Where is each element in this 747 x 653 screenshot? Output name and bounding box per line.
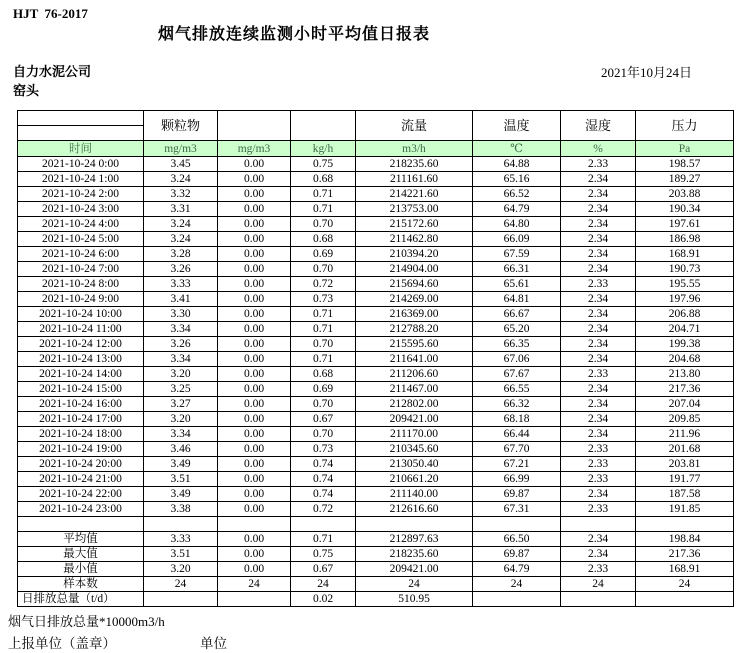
value-cell: 3.30 xyxy=(144,307,218,322)
table-row xyxy=(18,412,734,427)
value-cell: 0.00 xyxy=(218,157,291,172)
table-row xyxy=(18,397,734,412)
value-cell: 0.00 xyxy=(218,337,291,352)
column-header-blank-2 xyxy=(291,111,356,141)
value-cell: 0.00 xyxy=(218,352,291,367)
flow-total-note: 烟气日排放总量*10000m3/h xyxy=(8,614,165,629)
value-cell: 0.00 xyxy=(218,322,291,337)
value-cell: 3.26 xyxy=(144,337,218,352)
time-cell: 2021-10-24 15:00 xyxy=(18,382,144,397)
value-cell: 197.96 xyxy=(636,292,734,307)
value-cell: 215694.60 xyxy=(356,277,473,292)
summary-value-cell: 24 xyxy=(561,577,636,592)
value-cell: 2.34 xyxy=(561,427,636,442)
time-cell: 2021-10-24 1:00 xyxy=(18,172,144,187)
value-cell: 0.00 xyxy=(218,232,291,247)
time-cell: 2021-10-24 19:00 xyxy=(18,442,144,457)
value-cell: 0.71 xyxy=(291,322,356,337)
summary-label-cell: 日排放总量（t/d） xyxy=(18,592,144,607)
value-cell: 218235.60 xyxy=(356,157,473,172)
value-cell: 216369.00 xyxy=(356,307,473,322)
time-cell: 2021-10-24 7:00 xyxy=(18,262,144,277)
summary-value-cell: 0.00 xyxy=(218,532,291,547)
unit-cell: m3/h xyxy=(356,141,473,157)
value-cell: 66.52 xyxy=(473,187,561,202)
value-cell: 203.81 xyxy=(636,457,734,472)
value-cell: 64.88 xyxy=(473,157,561,172)
time-cell: 2021-10-24 4:00 xyxy=(18,217,144,232)
value-cell: 0.00 xyxy=(218,187,291,202)
value-cell: 201.68 xyxy=(636,442,734,457)
summary-value-cell: 510.95 xyxy=(356,592,473,607)
value-cell: 65.20 xyxy=(473,322,561,337)
value-cell: 0.73 xyxy=(291,442,356,457)
summary-value-cell xyxy=(636,592,734,607)
summary-value-cell: 0.02 xyxy=(291,592,356,607)
unit-cell: Pa xyxy=(636,141,734,157)
summary-value-cell: 24 xyxy=(218,577,291,592)
reporting-unit-label: 上报单位（盖章） xyxy=(8,636,116,651)
value-cell: 0.00 xyxy=(218,172,291,187)
time-cell: 2021-10-24 22:00 xyxy=(18,487,144,502)
value-cell: 3.34 xyxy=(144,427,218,442)
value-cell: 0.68 xyxy=(291,232,356,247)
table-row xyxy=(18,487,734,502)
value-cell: 2.34 xyxy=(561,217,636,232)
value-cell: 211467.00 xyxy=(356,382,473,397)
summary-value-cell xyxy=(473,592,561,607)
value-cell: 3.31 xyxy=(144,202,218,217)
table-row xyxy=(18,277,734,292)
value-cell: 2.34 xyxy=(561,307,636,322)
table-row xyxy=(18,442,734,457)
table-row xyxy=(18,337,734,352)
value-cell: 199.38 xyxy=(636,337,734,352)
value-cell: 197.61 xyxy=(636,217,734,232)
unit-cell: kg/h xyxy=(291,141,356,157)
units-row xyxy=(18,141,734,157)
value-cell: 0.74 xyxy=(291,472,356,487)
summary-value-cell: 24 xyxy=(356,577,473,592)
table-row xyxy=(18,472,734,487)
value-cell: 3.49 xyxy=(144,457,218,472)
value-cell: 3.51 xyxy=(144,472,218,487)
value-cell: 2.34 xyxy=(561,487,636,502)
time-cell: 2021-10-24 8:00 xyxy=(18,277,144,292)
unit-cell: % xyxy=(561,141,636,157)
value-cell: 2.34 xyxy=(561,172,636,187)
time-cell: 2021-10-24 18:00 xyxy=(18,427,144,442)
summary-value-cell: 0.75 xyxy=(291,547,356,562)
value-cell: 2.34 xyxy=(561,187,636,202)
time-cell: 2021-10-24 10:00 xyxy=(18,307,144,322)
time-cell: 2021-10-24 13:00 xyxy=(18,352,144,367)
value-cell: 0.71 xyxy=(291,352,356,367)
time-cell: 2021-10-24 21:00 xyxy=(18,472,144,487)
summary-row xyxy=(18,562,734,577)
column-header-flow: 流量 xyxy=(356,111,473,141)
value-cell: 2.34 xyxy=(561,352,636,367)
summary-row xyxy=(18,577,734,592)
value-cell: 211140.00 xyxy=(356,487,473,502)
corner-cell-top xyxy=(18,111,144,126)
value-cell: 3.26 xyxy=(144,262,218,277)
value-cell: 2.33 xyxy=(561,157,636,172)
empty-cell xyxy=(473,517,561,532)
value-cell: 0.74 xyxy=(291,487,356,502)
column-header-pressure: 压力 xyxy=(636,111,734,141)
value-cell: 64.79 xyxy=(473,202,561,217)
value-cell: 2.34 xyxy=(561,262,636,277)
table-row xyxy=(18,172,734,187)
time-cell: 2021-10-24 6:00 xyxy=(18,247,144,262)
value-cell: 198.57 xyxy=(636,157,734,172)
column-header-particulate: 颗粒物 xyxy=(144,111,218,141)
table-row xyxy=(18,502,734,517)
summary-row xyxy=(18,547,734,562)
table-row xyxy=(18,322,734,337)
empty-cell xyxy=(291,517,356,532)
value-cell: 209.85 xyxy=(636,412,734,427)
value-cell: 206.88 xyxy=(636,307,734,322)
value-cell: 67.31 xyxy=(473,502,561,517)
summary-value-cell: 3.51 xyxy=(144,547,218,562)
unit-cell: ℃ xyxy=(473,141,561,157)
spacer-row xyxy=(18,517,734,532)
value-cell: 214221.60 xyxy=(356,187,473,202)
empty-cell xyxy=(18,517,144,532)
monitoring-table xyxy=(17,110,734,607)
value-cell: 215595.60 xyxy=(356,337,473,352)
value-cell: 0.75 xyxy=(291,157,356,172)
value-cell: 2.33 xyxy=(561,457,636,472)
value-cell: 209421.00 xyxy=(356,412,473,427)
value-cell: 3.38 xyxy=(144,502,218,517)
summary-value-cell: 24 xyxy=(473,577,561,592)
value-cell: 0.00 xyxy=(218,292,291,307)
table-row xyxy=(18,187,734,202)
value-cell: 0.70 xyxy=(291,427,356,442)
value-cell: 214269.00 xyxy=(356,292,473,307)
value-cell: 0.00 xyxy=(218,427,291,442)
value-cell: 0.70 xyxy=(291,262,356,277)
value-cell: 212616.60 xyxy=(356,502,473,517)
summary-row xyxy=(18,532,734,547)
value-cell: 3.49 xyxy=(144,487,218,502)
value-cell: 3.41 xyxy=(144,292,218,307)
value-cell: 0.00 xyxy=(218,457,291,472)
value-cell: 195.55 xyxy=(636,277,734,292)
value-cell: 2.33 xyxy=(561,472,636,487)
value-cell: 212788.20 xyxy=(356,322,473,337)
summary-value-cell: 212897.63 xyxy=(356,532,473,547)
value-cell: 3.33 xyxy=(144,277,218,292)
value-cell: 3.46 xyxy=(144,442,218,457)
value-cell: 211206.60 xyxy=(356,367,473,382)
table-row xyxy=(18,157,734,172)
value-cell: 190.34 xyxy=(636,202,734,217)
value-cell: 189.27 xyxy=(636,172,734,187)
value-cell: 0.00 xyxy=(218,442,291,457)
value-cell: 3.28 xyxy=(144,247,218,262)
value-cell: 66.67 xyxy=(473,307,561,322)
value-cell: 3.20 xyxy=(144,367,218,382)
value-cell: 2.33 xyxy=(561,277,636,292)
unit-cell: mg/m3 xyxy=(144,141,218,157)
value-cell: 211.96 xyxy=(636,427,734,442)
summary-value-cell: 66.50 xyxy=(473,532,561,547)
value-cell: 67.70 xyxy=(473,442,561,457)
value-cell: 0.00 xyxy=(218,367,291,382)
table-row xyxy=(18,262,734,277)
value-cell: 204.71 xyxy=(636,322,734,337)
value-cell: 66.55 xyxy=(473,382,561,397)
value-cell: 215172.60 xyxy=(356,217,473,232)
table-row xyxy=(18,202,734,217)
time-cell: 2021-10-24 23:00 xyxy=(18,502,144,517)
value-cell: 2.33 xyxy=(561,442,636,457)
value-cell: 0.00 xyxy=(218,412,291,427)
value-cell: 2.34 xyxy=(561,397,636,412)
value-cell: 0.72 xyxy=(291,502,356,517)
summary-value-cell xyxy=(561,592,636,607)
value-cell: 186.98 xyxy=(636,232,734,247)
value-cell: 203.88 xyxy=(636,187,734,202)
summary-value-cell: 217.36 xyxy=(636,547,734,562)
time-cell: 2021-10-24 9:00 xyxy=(18,292,144,307)
value-cell: 0.69 xyxy=(291,382,356,397)
value-cell: 3.20 xyxy=(144,412,218,427)
summary-value-cell: 0.00 xyxy=(218,562,291,577)
value-cell: 0.71 xyxy=(291,307,356,322)
value-cell: 3.27 xyxy=(144,397,218,412)
value-cell: 0.71 xyxy=(291,187,356,202)
value-cell: 0.00 xyxy=(218,397,291,412)
value-cell: 64.81 xyxy=(473,292,561,307)
value-cell: 0.00 xyxy=(218,502,291,517)
empty-cell xyxy=(144,517,218,532)
value-cell: 2.34 xyxy=(561,337,636,352)
table-row xyxy=(18,292,734,307)
value-cell: 0.70 xyxy=(291,337,356,352)
value-cell: 3.24 xyxy=(144,232,218,247)
value-cell: 204.68 xyxy=(636,352,734,367)
value-cell: 0.68 xyxy=(291,172,356,187)
value-cell: 0.70 xyxy=(291,397,356,412)
summary-value-cell: 198.84 xyxy=(636,532,734,547)
value-cell: 211161.60 xyxy=(356,172,473,187)
summary-value-cell: 0.00 xyxy=(218,547,291,562)
value-cell: 66.44 xyxy=(473,427,561,442)
column-header-humidity: 湿度 xyxy=(561,111,636,141)
value-cell: 65.16 xyxy=(473,172,561,187)
monitoring-point: 窑头 xyxy=(13,83,40,98)
time-cell: 2021-10-24 17:00 xyxy=(18,412,144,427)
time-cell: 2021-10-24 2:00 xyxy=(18,187,144,202)
summary-value-cell: 2.33 xyxy=(561,562,636,577)
time-cell: 2021-10-24 16:00 xyxy=(18,397,144,412)
summary-label-cell: 最大值 xyxy=(18,547,144,562)
value-cell: 190.73 xyxy=(636,262,734,277)
table-row xyxy=(18,352,734,367)
summary-value-cell: 3.33 xyxy=(144,532,218,547)
value-cell: 2.34 xyxy=(561,232,636,247)
summary-value-cell xyxy=(144,592,218,607)
time-cell: 2021-10-24 3:00 xyxy=(18,202,144,217)
value-cell: 65.61 xyxy=(473,277,561,292)
value-cell: 69.87 xyxy=(473,487,561,502)
value-cell: 2.33 xyxy=(561,367,636,382)
group-header-row xyxy=(18,111,734,126)
time-cell: 2021-10-24 5:00 xyxy=(18,232,144,247)
value-cell: 0.74 xyxy=(291,457,356,472)
value-cell: 213050.40 xyxy=(356,457,473,472)
time-cell: 2021-10-24 0:00 xyxy=(18,157,144,172)
value-cell: 214904.00 xyxy=(356,262,473,277)
table-row xyxy=(18,232,734,247)
summary-value-cell: 0.67 xyxy=(291,562,356,577)
value-cell: 0.67 xyxy=(291,412,356,427)
report-date: 2021年10月24日 xyxy=(601,65,693,80)
value-cell: 3.34 xyxy=(144,322,218,337)
value-cell: 210661.20 xyxy=(356,472,473,487)
empty-cell xyxy=(636,517,734,532)
value-cell: 210394.20 xyxy=(356,247,473,262)
summary-value-cell: 2.34 xyxy=(561,532,636,547)
summary-value-cell: 218235.60 xyxy=(356,547,473,562)
summary-value-cell: 24 xyxy=(144,577,218,592)
value-cell: 66.31 xyxy=(473,262,561,277)
summary-value-cell: 64.79 xyxy=(473,562,561,577)
value-cell: 0.00 xyxy=(218,487,291,502)
summary-label-cell: 平均值 xyxy=(18,532,144,547)
value-cell: 3.25 xyxy=(144,382,218,397)
value-cell: 64.80 xyxy=(473,217,561,232)
table-row xyxy=(18,427,734,442)
value-cell: 3.24 xyxy=(144,172,218,187)
table-row xyxy=(18,367,734,382)
value-cell: 212802.00 xyxy=(356,397,473,412)
summary-value-cell: 168.91 xyxy=(636,562,734,577)
time-cell: 2021-10-24 12:00 xyxy=(18,337,144,352)
summary-label-cell: 样本数 xyxy=(18,577,144,592)
summary-value-cell: 69.87 xyxy=(473,547,561,562)
summary-value-cell: 24 xyxy=(291,577,356,592)
value-cell: 0.00 xyxy=(218,262,291,277)
unit-label: 单位 xyxy=(200,636,227,651)
value-cell: 0.71 xyxy=(291,202,356,217)
value-cell: 191.85 xyxy=(636,502,734,517)
summary-value-cell xyxy=(218,592,291,607)
value-cell: 211462.80 xyxy=(356,232,473,247)
value-cell: 213753.00 xyxy=(356,202,473,217)
value-cell: 217.36 xyxy=(636,382,734,397)
value-cell: 0.68 xyxy=(291,367,356,382)
value-cell: 0.70 xyxy=(291,217,356,232)
summary-label-cell: 最小值 xyxy=(18,562,144,577)
value-cell: 191.77 xyxy=(636,472,734,487)
table-row xyxy=(18,247,734,262)
column-header-temperature: 温度 xyxy=(473,111,561,141)
value-cell: 187.58 xyxy=(636,487,734,502)
value-cell: 0.00 xyxy=(218,382,291,397)
value-cell: 2.34 xyxy=(561,292,636,307)
value-cell: 3.34 xyxy=(144,352,218,367)
standard-number: HJT 76-2017 xyxy=(13,6,88,21)
time-column-header: 时间 xyxy=(18,141,144,157)
empty-cell xyxy=(218,517,291,532)
value-cell: 0.69 xyxy=(291,247,356,262)
value-cell: 0.00 xyxy=(218,217,291,232)
value-cell: 67.06 xyxy=(473,352,561,367)
value-cell: 168.91 xyxy=(636,247,734,262)
value-cell: 0.00 xyxy=(218,307,291,322)
value-cell: 66.99 xyxy=(473,472,561,487)
value-cell: 0.00 xyxy=(218,277,291,292)
value-cell: 2.34 xyxy=(561,247,636,262)
summary-value-cell: 0.71 xyxy=(291,532,356,547)
empty-cell xyxy=(561,517,636,532)
summary-value-cell: 209421.00 xyxy=(356,562,473,577)
summary-row xyxy=(18,592,734,607)
value-cell: 67.59 xyxy=(473,247,561,262)
table-row xyxy=(18,217,734,232)
time-cell: 2021-10-24 14:00 xyxy=(18,367,144,382)
value-cell: 0.73 xyxy=(291,292,356,307)
value-cell: 2.34 xyxy=(561,322,636,337)
value-cell: 0.72 xyxy=(291,277,356,292)
value-cell: 2.33 xyxy=(561,502,636,517)
value-cell: 0.00 xyxy=(218,202,291,217)
summary-value-cell: 24 xyxy=(636,577,734,592)
value-cell: 3.24 xyxy=(144,217,218,232)
value-cell: 66.32 xyxy=(473,397,561,412)
table-row xyxy=(18,307,734,322)
summary-value-cell: 3.20 xyxy=(144,562,218,577)
value-cell: 207.04 xyxy=(636,397,734,412)
unit-cell: mg/m3 xyxy=(218,141,291,157)
value-cell: 66.09 xyxy=(473,232,561,247)
value-cell: 0.00 xyxy=(218,472,291,487)
time-cell: 2021-10-24 20:00 xyxy=(18,457,144,472)
value-cell: 2.34 xyxy=(561,202,636,217)
table-row xyxy=(18,457,734,472)
value-cell: 211641.00 xyxy=(356,352,473,367)
empty-cell xyxy=(356,517,473,532)
value-cell: 2.34 xyxy=(561,412,636,427)
summary-value-cell: 2.34 xyxy=(561,547,636,562)
data-rows xyxy=(18,157,734,607)
value-cell: 213.80 xyxy=(636,367,734,382)
page-title: 烟气排放连续监测小时平均值日报表 xyxy=(157,26,430,43)
value-cell: 3.32 xyxy=(144,187,218,202)
value-cell: 3.45 xyxy=(144,157,218,172)
corner-cell-bottom xyxy=(18,126,144,141)
value-cell: 66.35 xyxy=(473,337,561,352)
value-cell: 2.34 xyxy=(561,382,636,397)
value-cell: 211170.00 xyxy=(356,427,473,442)
value-cell: 67.67 xyxy=(473,367,561,382)
value-cell: 67.21 xyxy=(473,457,561,472)
column-header-blank-1 xyxy=(218,111,291,141)
time-cell: 2021-10-24 11:00 xyxy=(18,322,144,337)
value-cell: 68.18 xyxy=(473,412,561,427)
company-name: 自力水泥公司 xyxy=(13,64,92,79)
value-cell: 0.00 xyxy=(218,247,291,262)
table-row xyxy=(18,382,734,397)
value-cell: 210345.60 xyxy=(356,442,473,457)
